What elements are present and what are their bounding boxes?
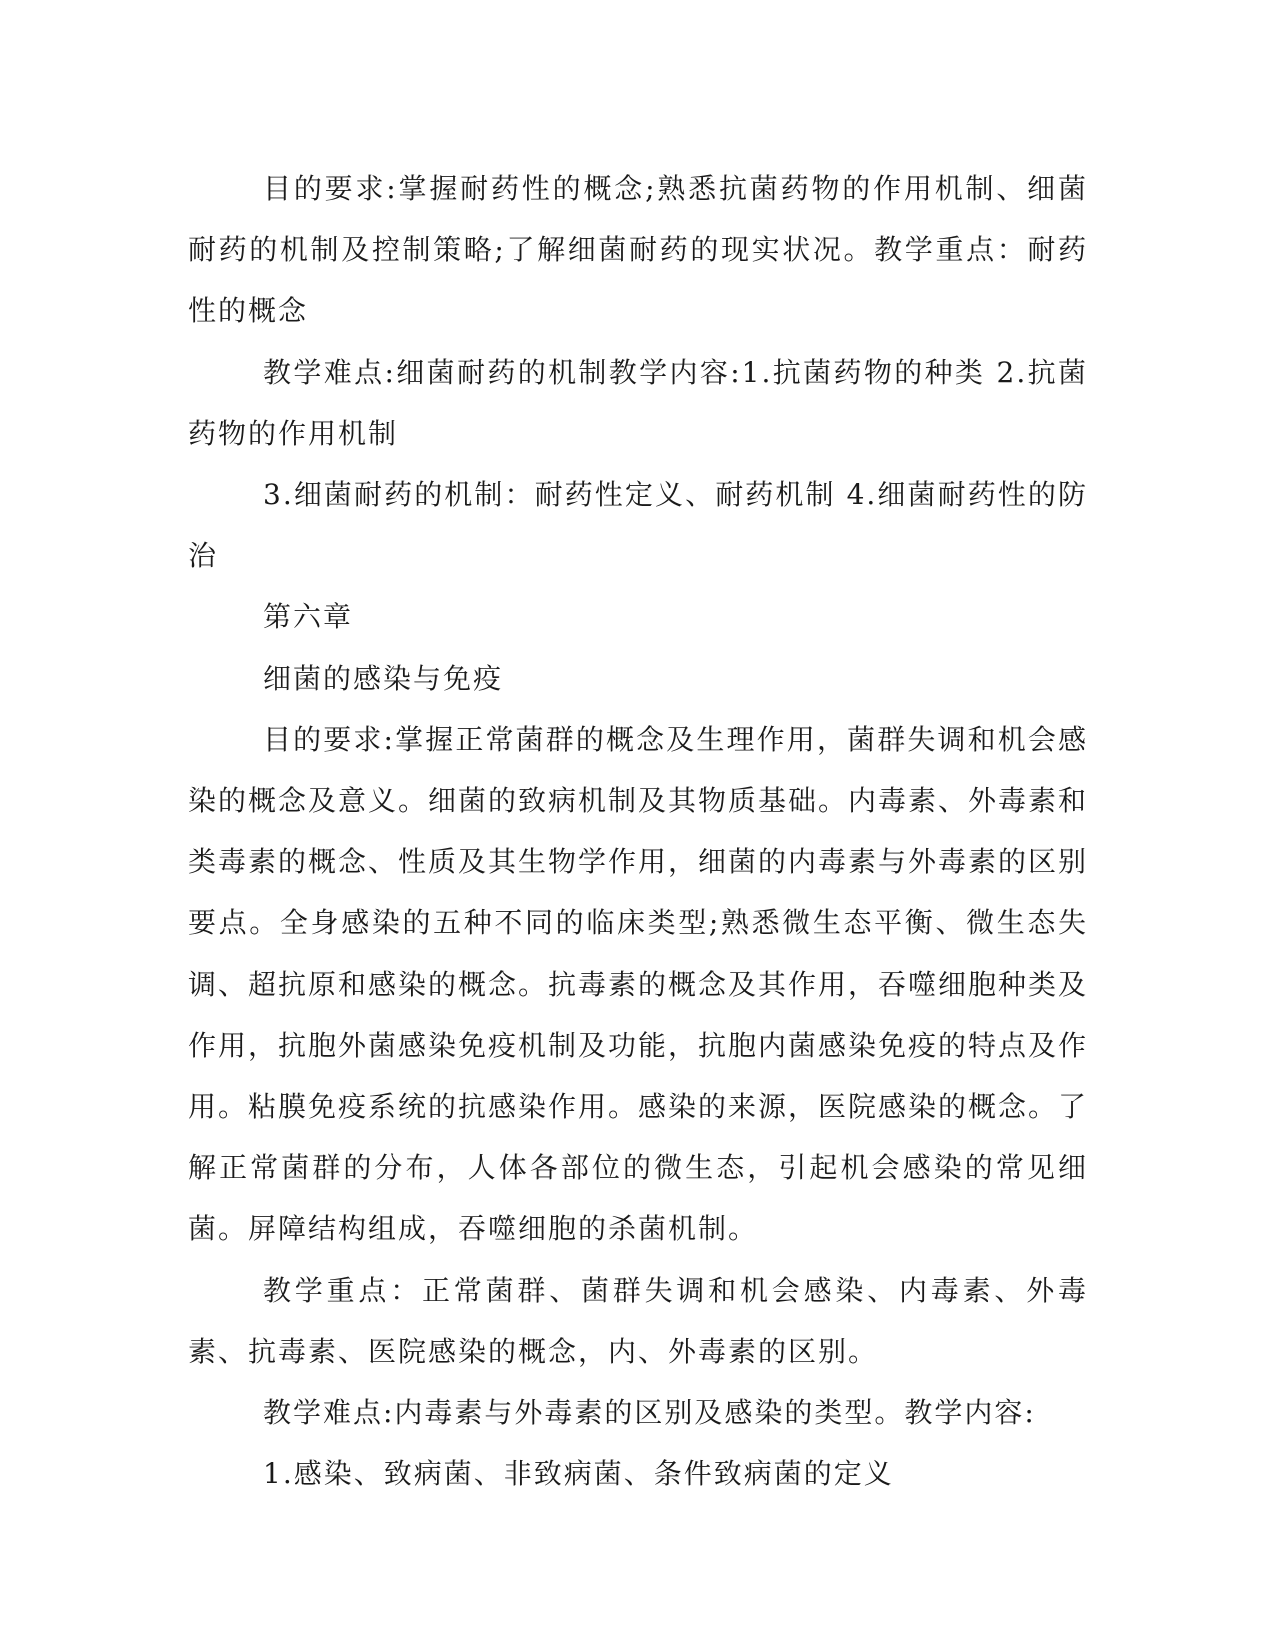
paragraph-difficulties-drug-resistance: 教学难点:细菌耐药的机制教学内容:1.抗菌药物的种类 2.抗菌药物的作用机制 xyxy=(188,355,1088,450)
paragraph-key-points: 教学重点：正常菌群、菌群失调和机会感染、内毒素、外毒素、抗毒素、医院感染的概念，内、外毒素的区别。 xyxy=(188,1273,1088,1368)
chapter-title: 细菌的感染与免疫 xyxy=(263,661,504,695)
paragraph-content-item-1: 1.感染、致病菌、非致病菌、条件致病菌的定义 xyxy=(263,1457,894,1491)
paragraph-objectives-drug-resistance: 目的要求:掌握耐药性的概念;熟悉抗菌药物的作用机制、细菌耐药的机制及控制策略;了解细菌耐药的现实状况。教学重点：耐药性的概念 xyxy=(188,172,1088,328)
document-body xyxy=(188,158,1088,1504)
paragraph-objectives-infection-immunity: 目的要求:掌握正常菌群的概念及生理作用，菌群失调和机会感染的概念及意义。细菌的致病机制及其物质基础。内毒素、外毒素和类毒素的概念、性质及其生物学作用，细菌的内毒素与外毒素的区别要点。全身感染的五种不同的临床类型;熟悉微生态平衡、微生态失调、超抗原和感染的概念。抗毒素的概念及其作用，吞噬细胞种类及作用，抗胞外菌感染免疫机制及功能，抗胞内菌感染免疫的特点及作用。粘膜免疫系统的抗感染作用。感染的来源，医院感染的概念。了解正常菌群的分布，人体各部位的微生态，引起机会感染的常见细菌。屏障结构组成，吞噬细胞的杀菌机制。 xyxy=(188,722,1089,1246)
chapter-heading: 第六章 xyxy=(263,600,354,634)
paragraph-difficulties: 教学难点:内毒素与外毒素的区别及感染的类型。教学内容: xyxy=(263,1396,1036,1430)
paragraph-content-item-3-4: 3.细菌耐药的机制：耐药性定义、耐药机制 4.细菌耐药性的防治 xyxy=(188,478,1088,573)
